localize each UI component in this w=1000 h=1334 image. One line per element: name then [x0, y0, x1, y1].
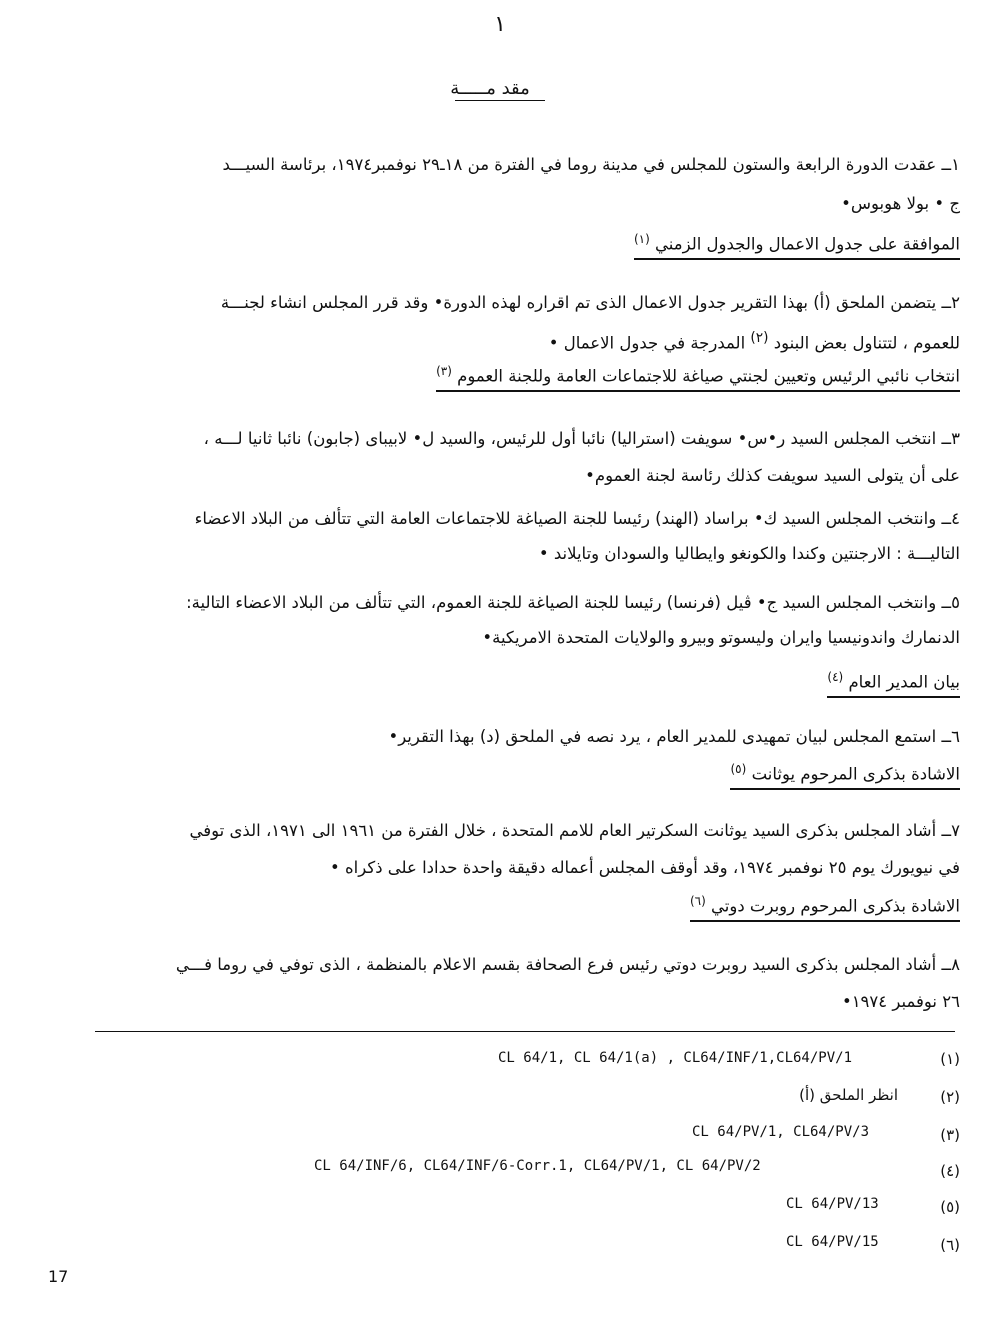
footnote-6-text: CL 64/PV/15	[786, 1234, 879, 1250]
paragraph-3-line-2: على أن يتولى السيد سويفت كذلك رئاسة لجنة العموم•	[585, 466, 960, 485]
footnote-1-text: CL 64/1, CL 64/1(a) , CL64/INF/1,CL64/PV/1	[498, 1050, 853, 1066]
footnote-5-number: (٥)	[940, 1198, 960, 1216]
footnote-1-number: (١)	[940, 1050, 960, 1068]
heading-tribute-doty-text: الاشادة بذكرى المرحوم روبرت دوتي	[711, 896, 960, 916]
heading-tribute-thant	[730, 762, 960, 790]
paragraph-2-line-2-start: للعموم ، لتتناول بعض البنود	[773, 333, 960, 353]
heading-election	[436, 364, 960, 392]
footnote-2-text: انظر الملحق (أ)	[799, 1086, 898, 1104]
paragraph-5-line-1: ٥ــ وانتخب المجلس السيد ج• ڤيل (فرنسا) رئيسا للجنة الصياغة للجنة العموم، التي تتألف من البلاد الاعضاء التالية:	[186, 593, 960, 612]
footnote-3-text: CL 64/PV/1, CL64/PV/3	[692, 1124, 870, 1140]
paragraph-2-line-1: ٢ــ يتضمن الملحق (أ) بهذا التقرير جدول الاعمال الذى تم اقراره لهذه الدورة• وقد قرر المجلس انشاء لجنـــة	[220, 293, 960, 312]
heading-tribute-doty	[690, 894, 960, 922]
paragraph-2-line-2	[40, 330, 960, 353]
footnote-3-number: (٣)	[940, 1126, 960, 1144]
heading-tribute-thant-text: الاشادة بذكرى المرحوم يوثانت	[751, 764, 960, 784]
paragraph-4-line-2: التاليـــة : الارجنتين وكندا والكونغو وايطاليا والسودان وتايلاند •	[538, 544, 960, 563]
heading-agenda-text: الموافقة على جدول الاعمال والجدول الزمني	[655, 234, 960, 254]
page-number: ١	[494, 12, 506, 37]
footnote-2-number: (٢)	[940, 1088, 960, 1106]
footnote-5-text: CL 64/PV/13	[786, 1196, 879, 1212]
paragraph-6-line-1: ٦ــ استمع المجلس لبيان تمهيدى للمدير العام ، يرد نصه في الملحق (د) بهذا التقرير•	[388, 727, 960, 746]
paragraph-7-line-2: في نيويورك يوم ٢٥ نوفمبر ١٩٧٤، وقد أوقف المجلس أعماله دقيقة واحدة حدادا على ذكراه •	[330, 858, 960, 877]
footnote-6-number: (٦)	[940, 1236, 960, 1254]
paragraph-2-note: (٢)	[750, 330, 769, 346]
corner-page-number: 17	[48, 1267, 69, 1286]
paragraph-8-line-2: ٢٦ نوفمبر ١٩٧٤•	[841, 992, 960, 1011]
heading-election-text: انتخاب نائبي الرئيس وتعيين لجنتي صياغة للاجتماعات العامة وللجنة العموم	[457, 366, 960, 386]
title-underline	[455, 100, 545, 101]
heading-director-statement-text: بيان المدير العام	[848, 672, 960, 692]
paragraph-1-line-2: ج • بولا هوبوس•	[841, 194, 960, 213]
footnote-4-text: CL 64/INF/6, CL64/INF/6-Corr.1, CL64/PV/1, CL 64/PV/2	[314, 1158, 761, 1174]
section-title: مقد مـــــة	[450, 78, 530, 99]
paragraph-5-line-2: الدنمارك واندونيسيا وايران وليسوتو وبيرو والولايات المتحدة الامريكية•	[482, 628, 960, 647]
heading-agenda-note: (١)	[633, 232, 650, 246]
footnote-divider	[95, 1031, 955, 1032]
paragraph-8-line-1: ٨ــ أشاد المجلس بذكرى السيد روبرت دوتي رئيس فرع الصحافة بقسم الاعلام بالمنظمة ، الذى توفي في روما فـــي	[175, 955, 960, 974]
paragraph-1-line-1: ١ــ عقدت الدورة الرابعة والستون للمجلس في مدينة روما في الفترة من ١٨ـ٢٩ نوفمبر١٩٧٤، برئاسة السيـــد	[222, 155, 960, 174]
paragraph-3-line-1: ٣ــ انتخب المجلس السيد ر•س• سويفت (استراليا) نائبا أول للرئيس، والسيد ل• لابيباى (جابون) نائبا ثانيا لـــه ،	[203, 429, 960, 448]
heading-director-statement-note: (٤)	[827, 670, 844, 684]
paragraph-2-line-2-end: المدرجة في جدول الاعمال •	[548, 333, 746, 353]
heading-agenda	[634, 232, 960, 260]
heading-election-note: (٣)	[436, 364, 452, 378]
paragraph-4-line-1: ٤ــ وانتخب المجلس السيد ك• براساد (الهند) رئيسا للجنة الصياغة للاجتماعات العامة التي تتألف من البلاد الاعضاء	[194, 509, 960, 528]
heading-director-statement	[827, 670, 960, 698]
footnote-4-number: (٤)	[940, 1162, 960, 1180]
paragraph-7-line-1: ٧ــ أشاد المجلس بذكرى السيد يوثانت السكرتير العام للامم المتحدة ، خلال الفترة من ١٩٦١ الى ١٩٧١، الذى توفي	[189, 821, 960, 840]
heading-tribute-doty-note: (٦)	[689, 894, 706, 908]
heading-tribute-thant-note: (٥)	[730, 762, 747, 776]
